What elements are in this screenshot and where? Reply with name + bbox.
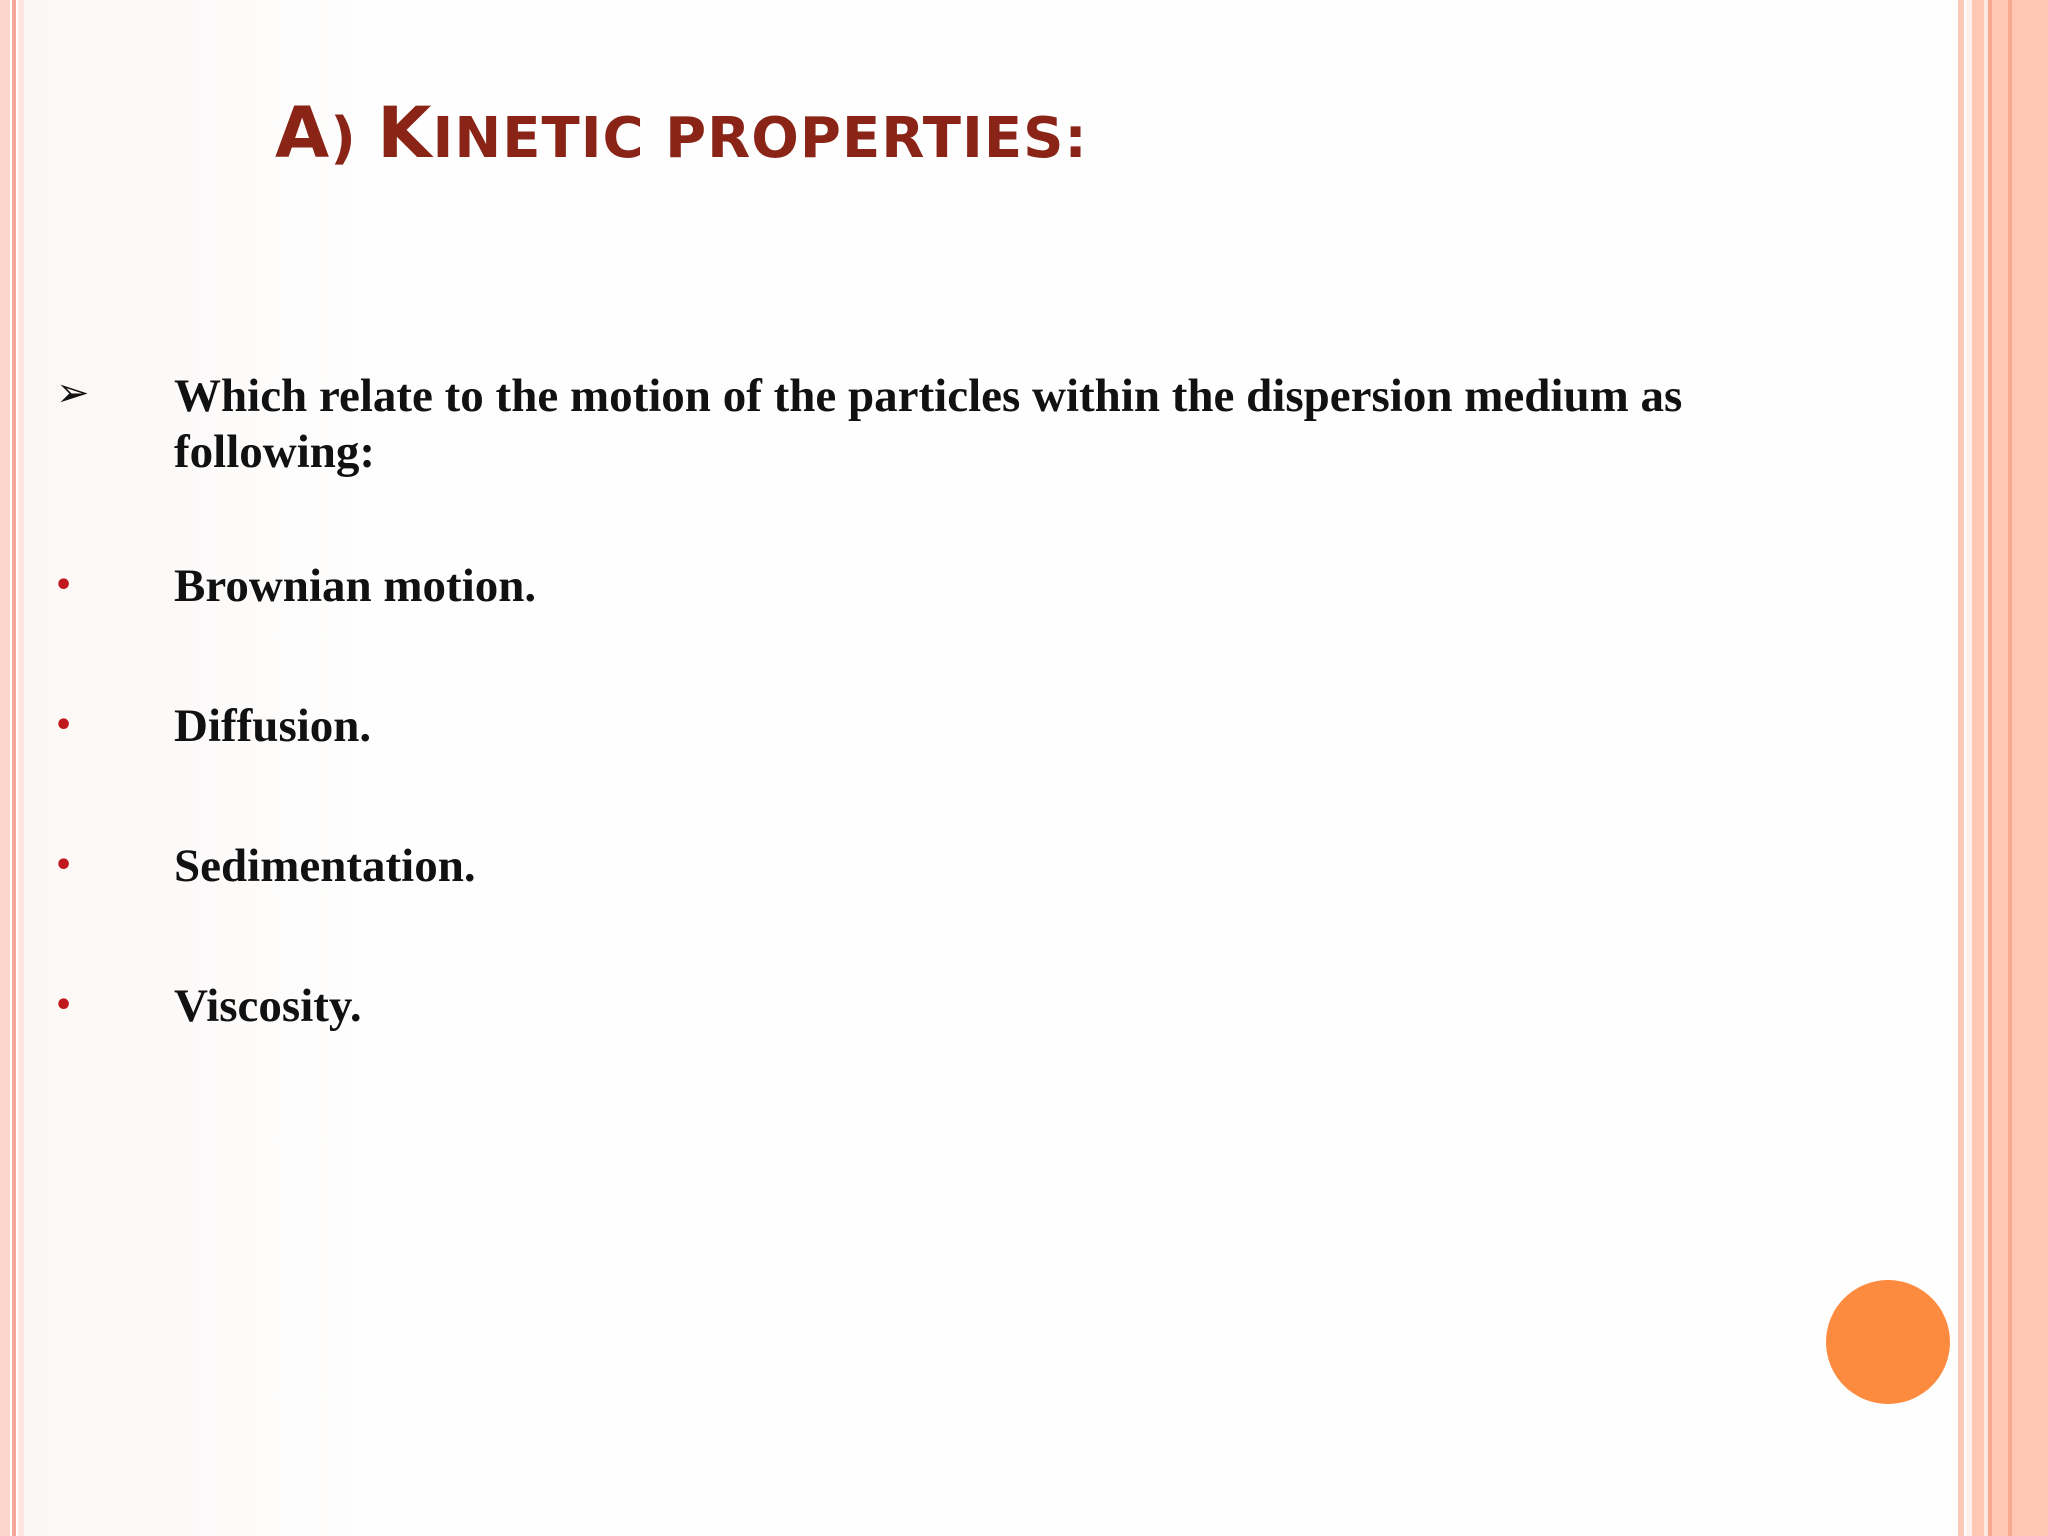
left-border-stripe — [0, 0, 10, 1536]
right-border-stripe — [1992, 0, 2008, 1536]
slide-title — [275, 92, 1088, 174]
title-colon: : — [1064, 106, 1088, 171]
title-letter-a: A — [275, 92, 331, 174]
bullet-text: Diffusion. — [174, 700, 372, 752]
right-border-stripe — [1972, 0, 1984, 1536]
title-rest-1: INETIC — [432, 106, 666, 171]
bullet-dot-icon: • — [54, 708, 74, 743]
bullet-text: Brownian motion. — [174, 560, 537, 612]
right-border-stripe — [2012, 0, 2048, 1536]
title-letter-k: K — [377, 92, 433, 174]
arrow-bullet-icon: ➢ — [56, 370, 90, 416]
title-rest-2: PROPERTIES — [665, 106, 1065, 171]
bullet-text: Sedimentation. — [174, 840, 476, 892]
intro-text: Which relate to the motion of the particles within the dispersion medium as following: — [174, 370, 1683, 478]
bullet-dot-icon: • — [54, 988, 74, 1023]
bullet-dot-icon: • — [54, 568, 74, 603]
bullet-dot-icon: • — [54, 848, 74, 883]
decorative-circle-icon — [1826, 1280, 1950, 1404]
left-border-fade — [24, 0, 384, 1536]
right-border-stripe — [1958, 0, 1964, 1536]
title-paren: ) — [330, 106, 357, 171]
left-border-stripe — [12, 0, 16, 1536]
bullet-text: Viscosity. — [174, 980, 362, 1032]
